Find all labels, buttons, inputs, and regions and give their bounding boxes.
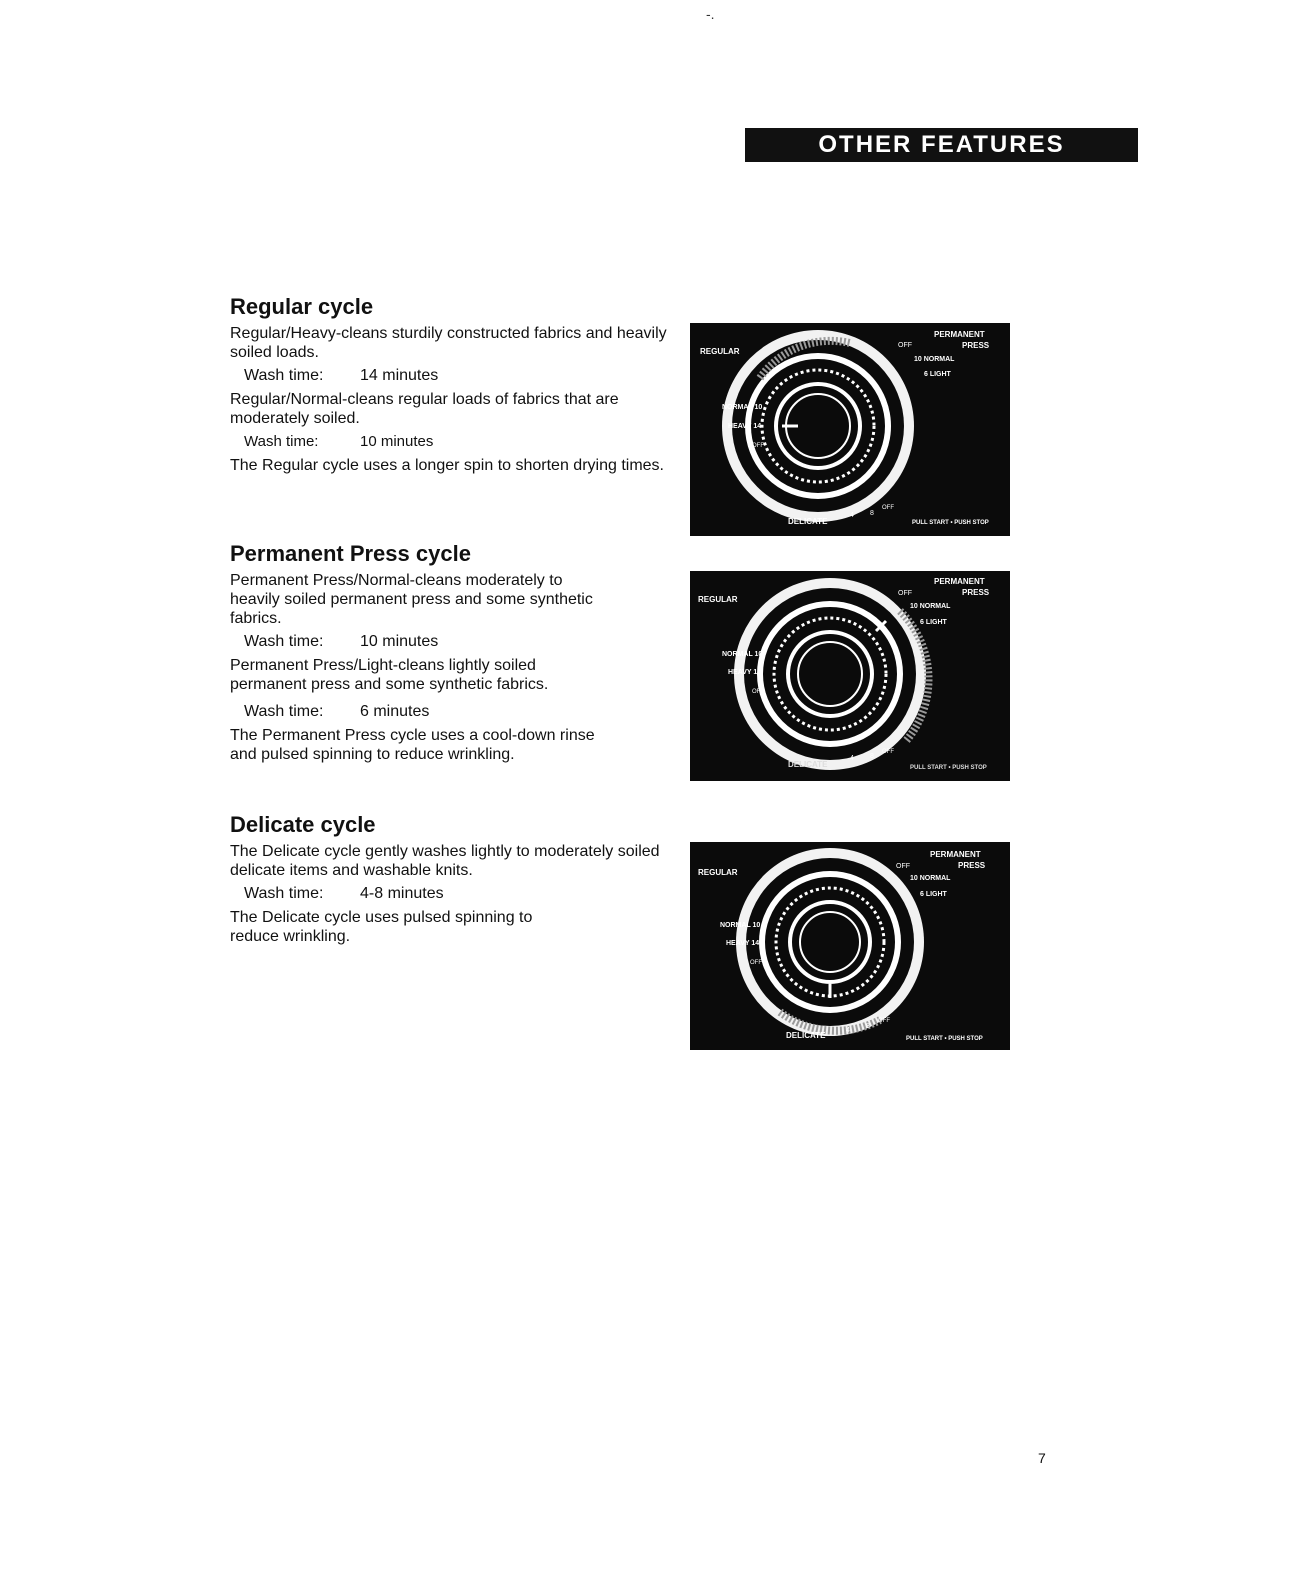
wash-time-label: Wash time: <box>244 703 324 720</box>
off-bottom-label: OFF <box>878 1018 890 1024</box>
light-6-label: 6 LIGHT <box>920 891 947 898</box>
cycle-dial <box>734 578 928 770</box>
wash-time-row <box>244 702 670 722</box>
wash-time-value: 10 minutes <box>360 433 434 450</box>
off-bottom-label: OFF <box>882 749 894 755</box>
wash-time-label: Wash time: <box>244 885 324 902</box>
off-top-label: OFF <box>898 342 912 349</box>
permanent-press-cycle-section <box>230 541 670 768</box>
wash-time-label: Wash time: <box>244 367 324 384</box>
wash-time-value: 10 minutes <box>360 633 439 650</box>
delicate-4-label: 4 <box>850 512 854 519</box>
off-left-label: OFF <box>750 960 762 966</box>
delicate-4-label: 4 <box>850 755 854 762</box>
press-label: PRESS <box>962 588 990 597</box>
normal-10-right-label: 10 NORMAL <box>910 603 951 610</box>
heavy-14-label: HEAVY 14 <box>728 423 762 430</box>
paragraph: Permanent Press/Normal-cleans moderately to heavily soiled permanent press and some synthetic fabrics. <box>230 572 593 627</box>
wash-time-row <box>244 884 670 904</box>
wash-time-value: 4-8 minutes <box>360 885 444 902</box>
normal-10-right-label: 10 NORMAL <box>910 875 951 882</box>
delicate-label: DELICATE <box>788 517 828 526</box>
dial-illustration <box>690 571 1010 781</box>
paragraph: The Regular cycle uses a longer spin to shorten drying times. <box>230 457 664 474</box>
permanent-label: PERMANENT <box>934 577 985 586</box>
off-left-label: OFF <box>752 689 764 695</box>
section-title: Regular cycle <box>230 294 374 319</box>
page-number: 7 <box>1038 1450 1046 1466</box>
regular-label: REGULAR <box>700 347 740 356</box>
wash-time-row <box>244 632 670 652</box>
off-top-label: OFF <box>898 590 912 597</box>
regular-dial-panel <box>690 323 1010 536</box>
paragraph: The Permanent Press cycle uses a cool-down rinse and pulsed spinning to reduce wrinkling. <box>230 727 595 763</box>
regular-label: REGULAR <box>698 868 738 877</box>
wash-time-label: Wash time: <box>244 433 319 450</box>
paragraph: The Delicate cycle uses pulsed spinning to reduce wrinkling. <box>230 909 533 945</box>
dial-illustration <box>690 323 1010 536</box>
normal-10-left-label: NORMAL 10 <box>720 922 761 929</box>
pull-start-label: PULL START • PUSH STOP <box>906 1036 983 1042</box>
permanent-label: PERMANENT <box>934 330 985 339</box>
heavy-14-label: HEAVY 14 <box>726 940 760 947</box>
delicate-dial-panel <box>690 842 1010 1050</box>
off-bottom-label: OFF <box>882 505 894 511</box>
delicate-4-label: 4 <box>846 1027 850 1034</box>
off-top-label: OFF <box>896 863 910 870</box>
pull-start-label: PULL START • PUSH STOP <box>912 520 989 526</box>
delicate-8-label: 8 <box>866 1023 870 1030</box>
wash-time-value: 14 minutes <box>360 367 439 384</box>
regular-cycle-section <box>230 294 670 479</box>
permanent-label: PERMANENT <box>930 850 981 859</box>
section-banner: OTHER FEATURES <box>745 128 1138 162</box>
cycle-dial <box>736 848 924 1036</box>
delicate-cycle-section <box>230 812 670 950</box>
regular-label: REGULAR <box>698 595 738 604</box>
section-title: Permanent Press cycle <box>230 541 471 566</box>
delicate-8-label: 8 <box>870 753 874 760</box>
light-6-label: 6 LIGHT <box>920 619 947 626</box>
light-6-label: 6 LIGHT <box>924 371 951 378</box>
off-left-label: OFF <box>752 443 764 449</box>
wash-time-value: 6 minutes <box>360 703 430 720</box>
press-label: PRESS <box>958 861 986 870</box>
normal-10-right-label: 10 NORMAL <box>914 356 955 363</box>
wash-time-row <box>244 432 670 452</box>
pull-start-label: PULL START • PUSH STOP <box>910 765 987 771</box>
paragraph: Regular/Heavy-cleans sturdily constructed fabrics and heavily soiled loads. <box>230 325 667 361</box>
normal-10-left-label: NORMAL 10 <box>722 651 763 658</box>
dial-illustration <box>690 842 1010 1050</box>
wash-time-row <box>244 366 670 386</box>
delicate-label: DELICATE <box>786 1031 826 1040</box>
top-mark: -. <box>706 6 715 22</box>
press-label: PRESS <box>962 341 990 350</box>
paragraph: Permanent Press/Light-cleans lightly soiled permanent press and some synthetic fabrics. <box>230 657 549 693</box>
paragraph: Regular/Normal-cleans regular loads of fabrics that are moderately soiled. <box>230 391 619 427</box>
wash-time-label: Wash time: <box>244 633 324 650</box>
section-title: Delicate cycle <box>230 812 376 837</box>
delicate-label: DELICATE <box>788 760 828 769</box>
delicate-8-label: 8 <box>870 510 874 517</box>
paragraph: The Delicate cycle gently washes lightly to moderately soiled delicate items and washable knits. <box>230 843 660 879</box>
heavy-14-label: HEAVY 14 <box>728 669 762 676</box>
permanent-press-dial-panel <box>690 571 1010 781</box>
normal-10-left-label: NORMAL 10 <box>722 404 763 411</box>
